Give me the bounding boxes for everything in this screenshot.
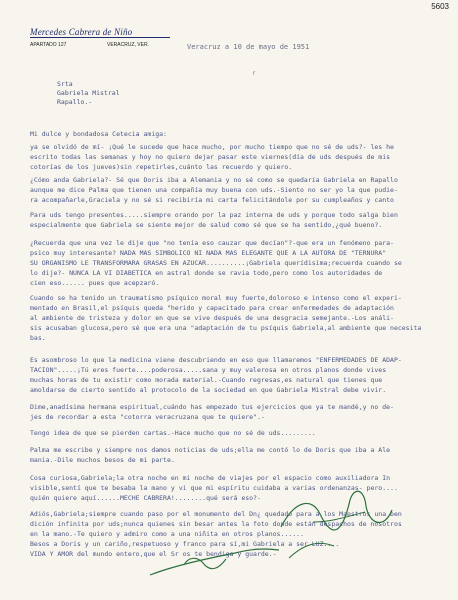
body-line: amoldarse de cierto sentido al protocolo de la sociedad en que Gabriela Mistral debe vivir. [30,386,387,394]
body-line: en la mano.-Te quiero y admiro como a una niñita en otros planos...... [30,530,304,538]
body-line: psico muy interesante? NADA MAS SIMBOLICO NI NADA MAS ELEGANTE QUE A LA AUTORA DE "TERNURA" [30,249,387,257]
body-line: jes de recordar a esta "cotorra veracruzana que te quiere".- [30,413,265,421]
body-line: Besos a Doris y un cariño,respetuoso y franco para sí,mi Gabriela a ser LUZ.... [30,540,340,548]
body-line: Es asombroso lo que la medicina viene descubriendo en eso que llamaremos "ENFERMEDADES DE ADAP- [30,356,402,364]
body-line: SU ORGANISMO LE TRANSFORMARA GRASAS EN AZUCAR..........¡Gabriela querídisima;recuerda cuando se [30,259,402,267]
recipient-line-1: Srta [57,80,73,88]
body-line: escrito todas las semanas y hoy no quiero dejar pasar este viernes(día de uds después de mis [30,153,391,161]
body-line: Tengo idea de que se pierden cartas.-Hace mucho que no sé de uds......... [30,429,316,437]
recipient-line-2: Gabriela Mistral [57,89,120,97]
body-line: Palma me escribe y siempre nos damos noticias de uds;ella me contó lo de Doris que iba a Ale [30,446,391,454]
body-line: muchas horas de tu existir como morada material.-Cuando regresas,es natural que tienes que [30,376,383,384]
body-line: mania.-Dile muchos besos de mi parte. [30,456,175,464]
body-line: VIDA Y AMOR del mundo entero,que el Sr os te bendiga y guarde.- [30,550,277,558]
body-line: visible,sentí que te besaba la mano y vi que mi espíritu cuidaba a varias ordenanzas- pero.... [30,484,398,492]
body-line: dición infinita por uds;nunca quienes sin besar antes la foto donde están despachos de nosotros [30,520,402,528]
small-mark: r [252,70,256,77]
letterhead-city: VERACRUZ, VER. [107,42,149,48]
letterhead-name: Mercedes Cabrera de Niño [30,27,133,37]
body-line: sis acusaban glucosa,pero sé que era una "adaptación de tu psíquis Gabriela,al ambiente que necesita [30,324,422,332]
body-line: TACION".....¡Tú eres fuerte....poderosa.....sana y muy valerosa en otros planos donde vives [30,366,387,374]
body-line: Adiós,Gabriela;siempre cuando paso por el monumento del Dn¿ quedado para a los Maestros una ben [30,510,402,518]
body-line: quién quiere aquí......MECHE CABRERA!........qué será eso?- [30,494,261,502]
body-line: lo dije?- NUNCA LA VI DIABETICA en astral donde se ravia todo,pero como los autoridades de [30,269,383,277]
letterhead-apartado: APARTADO 127 [30,42,67,48]
body-line: cotorías de los jueves)sin repetirles,cuánto las recuerdo y quiero. [30,163,293,171]
body-line: ¿Recuerda que una vez le dije que "no tenía eso cauzar que decían"?-que era un fenómeno para- [30,239,394,247]
body-line: al ambiente de tristeza y dolor en que se vive después de una desgracia semejante.-Los análi- [30,314,394,322]
body-line: bas. [30,334,46,342]
body-line: Para uds tengo presentes.....siempre orando por la paz interna de uds y porque todo salga bien [30,211,398,219]
body-line: ya se olvidó de mí- ¡Qué le sucede que hace mucho, por mucho tiempo que no sé de uds?- les he [30,143,394,151]
body-line: Cosa curiosa,Gabriela;la otra noche en mi noche de viajes por el espacio como auxiliadora In [30,474,391,482]
recipient-line-3: Rapallo.- [57,98,93,106]
archive-reference-number: 5603 [431,2,449,11]
body-line: Dime,anadísima hermana espiritual,cuándo has empezado tus ejercicios que ya te mandé,y no de- [30,403,394,411]
body-line: cien eso...... pues que acepzaró. [30,279,160,287]
body-line: aunque me dice Palma que tienen una compañía muy buena con uds.-Siento no ser yo la que pudie- [30,186,398,194]
body-line: ¿Cómo anda Gabriela?- Sé que Doris iba a Alemania y no sé como se quedaría Gabriela en Rapallo [30,176,398,184]
body-line: especialmente que Gabriela se siente mejor de salud como sé que se ha sentido,¿qué bueno?. [30,221,383,229]
body-line: Cuando se ha tenido un traumatismo psíquico moral muy fuerte,doloroso e intenso como el experi- [30,294,402,302]
greeting: Mi dulce y bondadosa Cetecia amiga: [30,130,167,138]
letter-date: Veracruz a 10 de mayo de 1951 [187,43,310,51]
body-line: ra acompañarle,Graciela y no sé si recibiría mi carta felicitándole por su cumpleaños y canto [30,196,394,204]
body-line: mentado en Brasil,el psíquis queda "herido y capacitado para crear enfermedades de adaptación [30,304,394,312]
